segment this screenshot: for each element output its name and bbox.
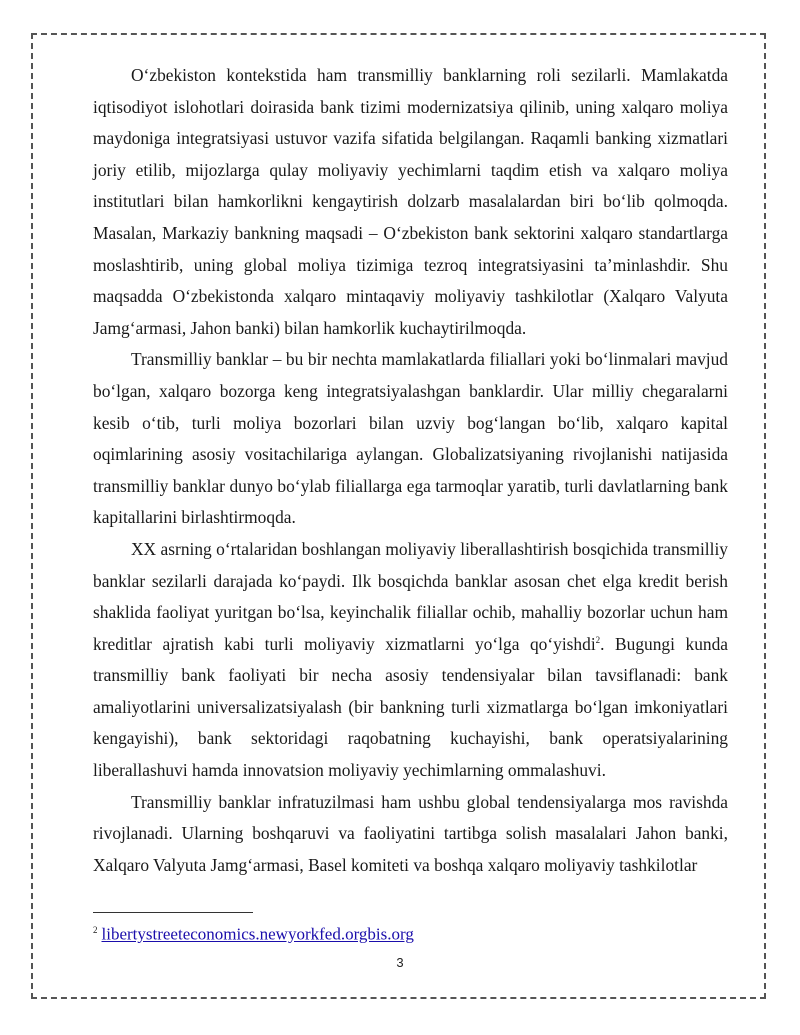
paragraph-1: O‘zbekiston kontekstida ham transmilliy banklarning roli sezilarli. Mamlakatda iqtisodiyot islohotlari doirasida bank tizimi modernizatsiya qilinib, uning xalqaro moliya maydoniga integratsiyasi ustuvor vazifa sifatida belgilangan. Raqamli banking xizmatlari joriy etilib, mijozlarga qulay moliyaviy yechimlarni taqdim etish va xalqaro moliya institutlari bilan hamkorlikni kengaytirish dolzarb masalalardan biri bo‘lib qolmoqda. Masalan, Markaziy bankning maqsadi – O‘zbekiston bank sektorini xalqaro standartlarga moslashtirib, uning global moliya tizimiga tezroq integratsiyasini ta’minlashdir. Shu maqsadda O‘zbekistonda xalqaro mintaqaviy moliyaviy tashkilotlar (Xalqaro Valyuta Jamgʻarmasi, Jahon banki) bilan hamkorlik kuchaytirilmoqda. <box>93 65 728 338</box>
footnote <box>93 918 414 947</box>
footnote-reference[interactable]: 2 <box>595 634 601 645</box>
footnote-mark: 2 <box>93 925 98 935</box>
footnote-separator <box>93 912 253 913</box>
document-body <box>93 60 728 881</box>
paragraph-4: Transmilliy banklar infratuzilmasi ham ushbu global tendensiyalarga mos ravishda rivojlanadi. Ularning boshqaruvi va faoliyatini tartibga solish masalalari Jahon banki, Xalqaro Valyuta Jamg‘armasi, Basel komiteti va boshqa xalqaro moliyaviy tashkilotlar <box>93 791 728 875</box>
paragraph-2: Transmilliy banklar – bu bir nechta mamlakatlarda filiallari yoki bo‘linmalari mavjud bo‘lgan, xalqaro bozorga keng integratsiyalashgan banklardir. Ular milliy chegaralarni kesib o‘tib, turli moliya bozorlari bilan uzviy bog‘langan bo‘lib, xalqaro kapital oqimlarining asosiy vositachilariga aylangan. Globalizatsiyaning rivojlanishi natijasida transmilliy banklar dunyo bo‘ylab filiallarga ega tarmoqlar yaratib, turli davlatlarning bank kapitallarini birlashtirmoqda. <box>93 349 728 528</box>
paragraph-3-text-after-ref: . Bugungi kunda transmilliy bank faoliyati bir necha asosiy tendensiyalar bilan tavsiflanadi: bank amaliyotlarini universalizatsiyalash (bir bankning turli xizmatlarga bo‘lgan imkoniyatlari kengayishi), bank sektoridagi raqobatning kuchayishi, bank operatsiyalarining liberallashuvi hamda innovatsion moliyaviy yechimlarning ommalashuvi. <box>93 633 728 781</box>
page-number: 3 <box>396 955 404 970</box>
paragraph-3-text-before-ref: XX asrning o‘rtalaridan boshlangan moliyaviy liberallashtirish bosqichida transmilliy banklar sezilarli darajada ko‘paydi. Ilk bosqichda banklar asosan chet elga kredit berish shaklida faoliyat yuritgan bo‘lsa, keyinchalik filiallar ochib, mahalliy bozorlar uchun ham kreditlar ajratish kabi turli moliyaviy xizmatlarni yo‘lga qo‘yishdi <box>93 538 728 654</box>
paragraph-3 <box>93 534 728 787</box>
footnote-link[interactable]: libertystreeteconomics.newyorkfed.orgbis.org <box>101 924 414 944</box>
